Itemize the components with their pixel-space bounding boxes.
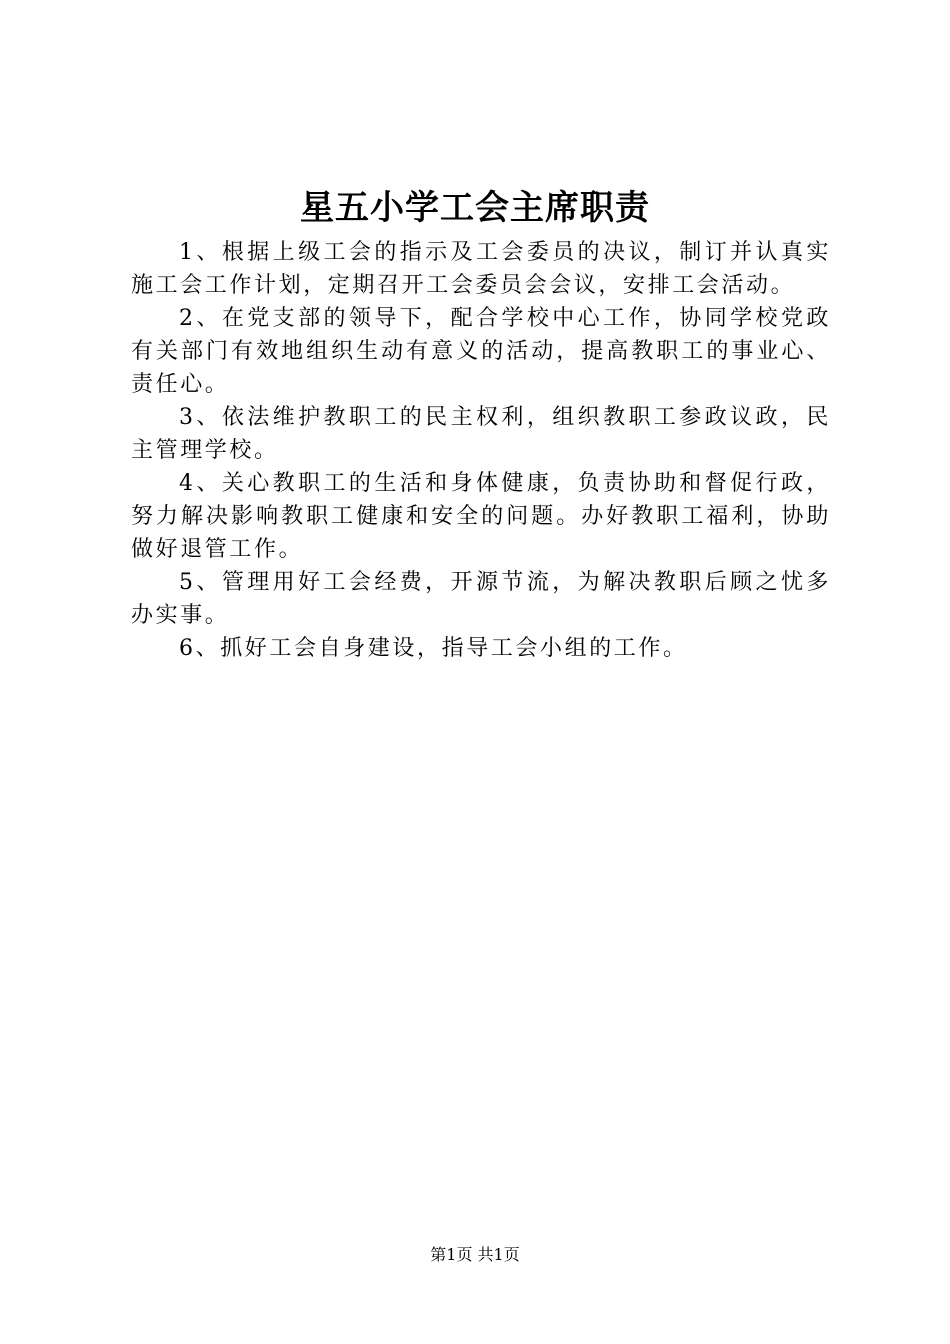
document-title: 星五小学工会主席职责 [300, 188, 650, 228]
paragraph-6: 6、抓好工会自身建设，指导工会小组的工作。 [179, 636, 688, 661]
paragraph-1: 1、根据上级工会的指示及工会委员的决议，制订并认真实施工会工作计划，定期召开工会委员会会议，安排工会活动。 [131, 240, 831, 298]
document-body [131, 236, 831, 665]
paragraph-3: 3、依法维护教职工的民主权利，组织教职工参政议政，民主管理学校。 [131, 405, 831, 463]
page-footer: 第1页 共1页 [430, 1245, 520, 1264]
paragraph-2: 2、在党支部的领导下，配合学校中心工作，协同学校党政有关部门有效地组织生动有意义的活动，提高教职工的事业心、责任心。 [131, 306, 831, 397]
paragraph-5: 5、管理用好工会经费，开源节流，为解决教职后顾之忧多办实事。 [131, 570, 831, 628]
paragraph-4: 4、关心教职工的生活和身体健康，负责协助和督促行政，努力解决影响教职工健康和安全的问题。办好教职工福利，协助做好退管工作。 [131, 471, 831, 562]
